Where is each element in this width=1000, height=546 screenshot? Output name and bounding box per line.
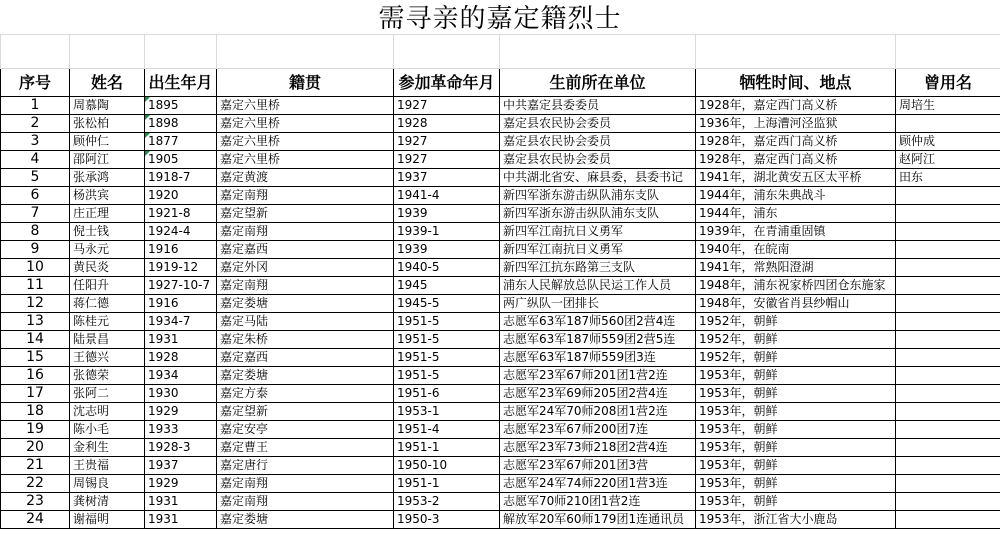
cell-death[interactable]: 1953年，朝鲜 xyxy=(696,475,896,493)
table-row xyxy=(1,439,1000,457)
cell-birth[interactable]: 1924-4 xyxy=(145,223,217,241)
cell-joined[interactable]: 1939 xyxy=(394,241,500,259)
cell-alias[interactable] xyxy=(896,241,1000,259)
cell-unit[interactable]: 两广纵队一团排长 xyxy=(500,295,696,313)
cell-joined[interactable]: 1927 xyxy=(394,97,500,115)
cell-seq[interactable]: 12 xyxy=(1,295,70,313)
cell-unit[interactable]: 志愿军24军74师220团1营3连 xyxy=(500,475,696,493)
table-row xyxy=(1,151,1000,169)
cell-death[interactable]: 1953年，朝鲜 xyxy=(696,385,896,403)
cell-name[interactable]: 张德荣 xyxy=(70,367,145,385)
cell-hometown[interactable]: 嘉定娄塘 xyxy=(217,511,394,529)
cell-unit[interactable]: 解放军20军60师179团1连通讯员 xyxy=(500,511,696,529)
cell-unit[interactable]: 志愿军63军187师560团2营4连 xyxy=(500,313,696,331)
cell-joined[interactable]: 1928 xyxy=(394,115,500,133)
cell-death[interactable]: 1941年，常熟阳澄湖 xyxy=(696,259,896,277)
cell-alias[interactable] xyxy=(896,385,1000,403)
cell-hometown[interactable]: 嘉定望新 xyxy=(217,403,394,421)
cell-death[interactable]: 1939年，在青浦重固镇 xyxy=(696,223,896,241)
table-row xyxy=(1,223,1000,241)
table-row xyxy=(1,421,1000,439)
table-row xyxy=(1,205,1000,223)
cell-alias[interactable]: 田东 xyxy=(896,169,1000,187)
cell-hometown[interactable]: 嘉定南翔 xyxy=(217,475,394,493)
cell-hometown[interactable]: 嘉定望新 xyxy=(217,205,394,223)
header-cell-seq[interactable]: 序号 xyxy=(1,69,70,97)
cell-birth[interactable]: 1927-10-7 xyxy=(145,277,217,295)
cell-seq[interactable]: 17 xyxy=(1,385,70,403)
empty-cell[interactable] xyxy=(394,35,500,69)
cell-birth[interactable]: 1937 xyxy=(145,457,217,475)
cell-unit[interactable]: 新四军江南抗日义勇军 xyxy=(500,241,696,259)
cell-birth[interactable]: 1918-7 xyxy=(145,169,217,187)
blank-row xyxy=(1,35,1000,69)
cell-birth[interactable]: 1933 xyxy=(145,421,217,439)
cell-hometown[interactable]: 嘉定六里桥 xyxy=(217,115,394,133)
cell-seq[interactable]: 14 xyxy=(1,331,70,349)
cell-unit[interactable]: 志愿军24军70师208团1营2连 xyxy=(500,403,696,421)
cell-birth[interactable]: 1895 xyxy=(145,97,217,115)
cell-hometown[interactable]: 嘉定安亭 xyxy=(217,421,394,439)
cell-seq[interactable]: 20 xyxy=(1,439,70,457)
cell-seq[interactable]: 11 xyxy=(1,277,70,295)
cell-hometown[interactable]: 嘉定曹王 xyxy=(217,439,394,457)
cell-joined[interactable]: 1937 xyxy=(394,169,500,187)
cell-seq[interactable]: 9 xyxy=(1,241,70,259)
cell-alias[interactable] xyxy=(896,457,1000,475)
cell-hometown[interactable]: 嘉定嘉西 xyxy=(217,349,394,367)
cell-joined[interactable]: 1953-2 xyxy=(394,493,500,511)
cell-birth[interactable]: 1928-3 xyxy=(145,439,217,457)
cell-unit[interactable]: 志愿军23军67师201团3营 xyxy=(500,457,696,475)
cell-birth[interactable]: 1931 xyxy=(145,511,217,529)
cell-name[interactable]: 谢福明 xyxy=(70,511,145,529)
table-row xyxy=(1,295,1000,313)
table-row xyxy=(1,169,1000,187)
cell-hometown[interactable]: 嘉定方泰 xyxy=(217,385,394,403)
table-row xyxy=(1,349,1000,367)
cell-alias[interactable] xyxy=(896,349,1000,367)
cell-seq[interactable]: 7 xyxy=(1,205,70,223)
empty-cell[interactable] xyxy=(145,35,217,69)
cell-hometown[interactable]: 嘉定外冈 xyxy=(217,259,394,277)
cell-alias[interactable] xyxy=(896,277,1000,295)
empty-cell[interactable] xyxy=(70,35,145,69)
header-cell-birth[interactable]: 出生年月 xyxy=(145,69,217,97)
cell-seq[interactable]: 10 xyxy=(1,259,70,277)
cell-seq[interactable]: 18 xyxy=(1,403,70,421)
cell-joined[interactable]: 1951-5 xyxy=(394,331,500,349)
cell-death[interactable]: 1940年，在皖南 xyxy=(696,241,896,259)
cell-alias[interactable] xyxy=(896,367,1000,385)
cell-unit[interactable]: 新四军浙东游击纵队浦东支队 xyxy=(500,187,696,205)
empty-cell[interactable] xyxy=(696,35,896,69)
cell-unit[interactable]: 志愿军70师210团1营2连 xyxy=(500,493,696,511)
cell-joined[interactable]: 1951-4 xyxy=(394,421,500,439)
cell-name[interactable]: 顾仲仁 xyxy=(70,133,145,151)
table-row xyxy=(1,97,1000,115)
cell-seq[interactable]: 24 xyxy=(1,511,70,529)
cell-alias[interactable] xyxy=(896,475,1000,493)
cell-name[interactable]: 庄正理 xyxy=(70,205,145,223)
cell-name[interactable]: 邵阿江 xyxy=(70,151,145,169)
table-row xyxy=(1,187,1000,205)
cell-seq[interactable]: 6 xyxy=(1,187,70,205)
cell-death[interactable]: 1944年，浦东 xyxy=(696,205,896,223)
cell-joined[interactable]: 1951-5 xyxy=(394,313,500,331)
cell-name[interactable]: 马永元 xyxy=(70,241,145,259)
table-row xyxy=(1,133,1000,151)
header-cell-death[interactable]: 牺牲时间、地点 xyxy=(696,69,896,97)
cell-seq[interactable]: 1 xyxy=(1,97,70,115)
empty-cell[interactable] xyxy=(500,35,696,69)
cell-unit[interactable]: 志愿军23军69师205团2营4连 xyxy=(500,385,696,403)
cell-name[interactable]: 张松柏 xyxy=(70,115,145,133)
cell-death[interactable]: 1928年，嘉定西门高义桥 xyxy=(696,151,896,169)
header-row xyxy=(1,69,1000,97)
cell-unit[interactable]: 志愿军23军73师218团2营4连 xyxy=(500,439,696,457)
cell-name[interactable]: 倪士钱 xyxy=(70,223,145,241)
cell-unit[interactable]: 嘉定县农民协会委员 xyxy=(500,115,696,133)
cell-hometown[interactable]: 嘉定南翔 xyxy=(217,187,394,205)
cell-birth[interactable]: 1928 xyxy=(145,349,217,367)
cell-seq[interactable]: 2 xyxy=(1,115,70,133)
cell-death[interactable]: 1941年，湖北黄安五区太平桥 xyxy=(696,169,896,187)
empty-cell[interactable] xyxy=(217,35,394,69)
table-row xyxy=(1,475,1000,493)
cell-alias[interactable] xyxy=(896,259,1000,277)
cell-name[interactable]: 王德兴 xyxy=(70,349,145,367)
cell-name[interactable]: 周慕陶 xyxy=(70,97,145,115)
cell-alias[interactable] xyxy=(896,511,1000,529)
cell-joined[interactable]: 1951-1 xyxy=(394,439,500,457)
table-row xyxy=(1,493,1000,511)
cell-birth[interactable]: 1934-7 xyxy=(145,313,217,331)
cell-seq[interactable]: 15 xyxy=(1,349,70,367)
cell-birth[interactable]: 1929 xyxy=(145,475,217,493)
table-row xyxy=(1,241,1000,259)
table-row xyxy=(1,277,1000,295)
cell-death[interactable]: 1953年，浙江省大小鹿岛 xyxy=(696,511,896,529)
cell-hometown[interactable]: 嘉定娄塘 xyxy=(217,295,394,313)
cell-joined[interactable]: 1927 xyxy=(394,151,500,169)
cell-birth[interactable]: 1916 xyxy=(145,241,217,259)
cell-unit[interactable]: 嘉定县农民协会委员 xyxy=(500,151,696,169)
cell-birth[interactable]: 1920 xyxy=(145,187,217,205)
cell-death[interactable]: 1948年，浦东祝家桥四团仓东施家 xyxy=(696,277,896,295)
empty-cell[interactable] xyxy=(896,35,1000,69)
cell-seq[interactable]: 16 xyxy=(1,367,70,385)
cell-alias[interactable]: 赵阿江 xyxy=(896,151,1000,169)
cell-unit[interactable]: 中共嘉定县委委员 xyxy=(500,97,696,115)
cell-unit[interactable]: 新四军江抗东路第三支队 xyxy=(500,259,696,277)
header-cell-unit[interactable]: 生前所在单位 xyxy=(500,69,696,97)
cell-unit[interactable]: 新四军江南抗日义勇军 xyxy=(500,223,696,241)
cell-hometown[interactable]: 嘉定嘉西 xyxy=(217,241,394,259)
cell-death[interactable]: 1936年，上海漕河泾监狱 xyxy=(696,115,896,133)
cell-seq[interactable]: 13 xyxy=(1,313,70,331)
cell-birth[interactable]: 1905 xyxy=(145,151,217,169)
cell-hometown[interactable]: 嘉定南翔 xyxy=(217,223,394,241)
cell-unit[interactable]: 志愿军63军187师559团2营5连 xyxy=(500,331,696,349)
table-row xyxy=(1,313,1000,331)
cell-joined[interactable]: 1951-5 xyxy=(394,349,500,367)
cell-joined[interactable]: 1953-1 xyxy=(394,403,500,421)
cell-joined[interactable]: 1940-5 xyxy=(394,259,500,277)
cell-birth[interactable]: 1898 xyxy=(145,115,217,133)
cell-hometown[interactable]: 嘉定六里桥 xyxy=(217,97,394,115)
cell-unit[interactable]: 志愿军63军187师559团3连 xyxy=(500,349,696,367)
cell-seq[interactable]: 4 xyxy=(1,151,70,169)
cell-alias[interactable]: 周培生 xyxy=(896,97,1000,115)
martyrs-table xyxy=(0,34,1000,529)
cell-name[interactable]: 沈志明 xyxy=(70,403,145,421)
cell-seq[interactable]: 19 xyxy=(1,421,70,439)
cell-unit[interactable]: 嘉定县农民协会委员 xyxy=(500,133,696,151)
cell-alias[interactable] xyxy=(896,403,1000,421)
cell-death[interactable]: 1948年，安徽省肖县纱帽山 xyxy=(696,295,896,313)
cell-unit[interactable]: 志愿军23军67师200团7连 xyxy=(500,421,696,439)
cell-alias[interactable] xyxy=(896,421,1000,439)
cell-death[interactable]: 1928年，嘉定西门高义桥 xyxy=(696,97,896,115)
cell-joined[interactable]: 1945 xyxy=(394,277,500,295)
cell-joined[interactable]: 1951-6 xyxy=(394,385,500,403)
cell-death[interactable]: 1953年，朝鲜 xyxy=(696,439,896,457)
cell-death[interactable]: 1944年，浦东朱典战斗 xyxy=(696,187,896,205)
cell-seq[interactable]: 23 xyxy=(1,493,70,511)
cell-birth[interactable]: 1921-8 xyxy=(145,205,217,223)
cell-death[interactable]: 1953年，朝鲜 xyxy=(696,493,896,511)
cell-death[interactable]: 1953年，朝鲜 xyxy=(696,421,896,439)
table-row xyxy=(1,457,1000,475)
cell-joined[interactable]: 1950-10 xyxy=(394,457,500,475)
table-row xyxy=(1,511,1000,529)
cell-death[interactable]: 1953年，朝鲜 xyxy=(696,403,896,421)
cell-alias[interactable] xyxy=(896,205,1000,223)
cell-birth[interactable]: 1929 xyxy=(145,403,217,421)
table-row xyxy=(1,115,1000,133)
table-row xyxy=(1,403,1000,421)
cell-joined[interactable]: 1951-1 xyxy=(394,475,500,493)
cell-unit[interactable]: 浦东人民解放总队民运工作人员 xyxy=(500,277,696,295)
cell-unit[interactable]: 中共湖北省安、麻县委，县委书记 xyxy=(500,169,696,187)
cell-birth[interactable]: 1919-12 xyxy=(145,259,217,277)
cell-hometown[interactable]: 嘉定娄塘 xyxy=(217,367,394,385)
cell-birth[interactable]: 1931 xyxy=(145,331,217,349)
cell-birth[interactable]: 1930 xyxy=(145,385,217,403)
header-cell-name[interactable]: 姓名 xyxy=(70,69,145,97)
cell-name[interactable]: 蒋仁德 xyxy=(70,295,145,313)
cell-name[interactable]: 龚树清 xyxy=(70,493,145,511)
cell-hometown[interactable]: 嘉定黄渡 xyxy=(217,169,394,187)
cell-seq[interactable]: 21 xyxy=(1,457,70,475)
cell-name[interactable]: 王贵福 xyxy=(70,457,145,475)
cell-hometown[interactable]: 嘉定南翔 xyxy=(217,493,394,511)
cell-alias[interactable] xyxy=(896,187,1000,205)
cell-seq[interactable]: 5 xyxy=(1,169,70,187)
cell-hometown[interactable]: 嘉定六里桥 xyxy=(217,151,394,169)
cell-name[interactable]: 陈桂元 xyxy=(70,313,145,331)
table-row xyxy=(1,385,1000,403)
table-row xyxy=(1,367,1000,385)
cell-name[interactable]: 杨洪宾 xyxy=(70,187,145,205)
cell-unit[interactable]: 新四军浙东游击纵队浦东支队 xyxy=(500,205,696,223)
cell-joined[interactable]: 1945-5 xyxy=(394,295,500,313)
cell-name[interactable]: 周锡良 xyxy=(70,475,145,493)
cell-joined[interactable]: 1927 xyxy=(394,133,500,151)
cell-seq[interactable]: 3 xyxy=(1,133,70,151)
cell-seq[interactable]: 22 xyxy=(1,475,70,493)
cell-death[interactable]: 1952年，朝鲜 xyxy=(696,313,896,331)
cell-alias[interactable] xyxy=(896,115,1000,133)
cell-alias[interactable] xyxy=(896,439,1000,457)
cell-death[interactable]: 1953年，朝鲜 xyxy=(696,457,896,475)
cell-name[interactable]: 陈小毛 xyxy=(70,421,145,439)
cell-hometown[interactable]: 嘉定六里桥 xyxy=(217,133,394,151)
header-cell-hometown[interactable]: 籍贯 xyxy=(217,69,394,97)
cell-joined[interactable]: 1950-3 xyxy=(394,511,500,529)
cell-alias[interactable] xyxy=(896,331,1000,349)
cell-alias[interactable] xyxy=(896,313,1000,331)
cell-alias[interactable] xyxy=(896,493,1000,511)
cell-death[interactable]: 1952年，朝鲜 xyxy=(696,331,896,349)
cell-hometown[interactable]: 嘉定唐行 xyxy=(217,457,394,475)
cell-name[interactable]: 任阳升 xyxy=(70,277,145,295)
cell-seq[interactable]: 8 xyxy=(1,223,70,241)
header-cell-alias[interactable]: 曾用名 xyxy=(896,69,1000,97)
cell-joined[interactable]: 1941-4 xyxy=(394,187,500,205)
cell-hometown[interactable]: 嘉定朱桥 xyxy=(217,331,394,349)
cell-alias[interactable] xyxy=(896,295,1000,313)
cell-hometown[interactable]: 嘉定南翔 xyxy=(217,277,394,295)
cell-hometown[interactable]: 嘉定马陆 xyxy=(217,313,394,331)
cell-death[interactable]: 1953年，朝鲜 xyxy=(696,367,896,385)
cell-joined[interactable]: 1939-1 xyxy=(394,223,500,241)
cell-name[interactable]: 陆景昌 xyxy=(70,331,145,349)
cell-birth[interactable]: 1916 xyxy=(145,295,217,313)
cell-name[interactable]: 黄民炎 xyxy=(70,259,145,277)
cell-name[interactable]: 张阿二 xyxy=(70,385,145,403)
table-row xyxy=(1,259,1000,277)
cell-alias[interactable]: 顾仲成 xyxy=(896,133,1000,151)
sheet-title[interactable]: 需寻亲的嘉定籍烈士 xyxy=(378,4,622,34)
cell-death[interactable]: 1952年，朝鲜 xyxy=(696,349,896,367)
cell-birth[interactable]: 1877 xyxy=(145,133,217,151)
empty-cell[interactable] xyxy=(1,35,70,69)
cell-joined[interactable]: 1939 xyxy=(394,205,500,223)
cell-birth[interactable]: 1934 xyxy=(145,367,217,385)
cell-joined[interactable]: 1951-5 xyxy=(394,367,500,385)
cell-birth[interactable]: 1931 xyxy=(145,493,217,511)
cell-unit[interactable]: 志愿军23军67师201团1营2连 xyxy=(500,367,696,385)
cell-death[interactable]: 1928年，嘉定西门高义桥 xyxy=(696,133,896,151)
table-row xyxy=(1,331,1000,349)
cell-name[interactable]: 金利生 xyxy=(70,439,145,457)
cell-alias[interactable] xyxy=(896,223,1000,241)
header-cell-joined[interactable]: 参加革命年月 xyxy=(394,69,500,97)
cell-name[interactable]: 张承鸿 xyxy=(70,169,145,187)
